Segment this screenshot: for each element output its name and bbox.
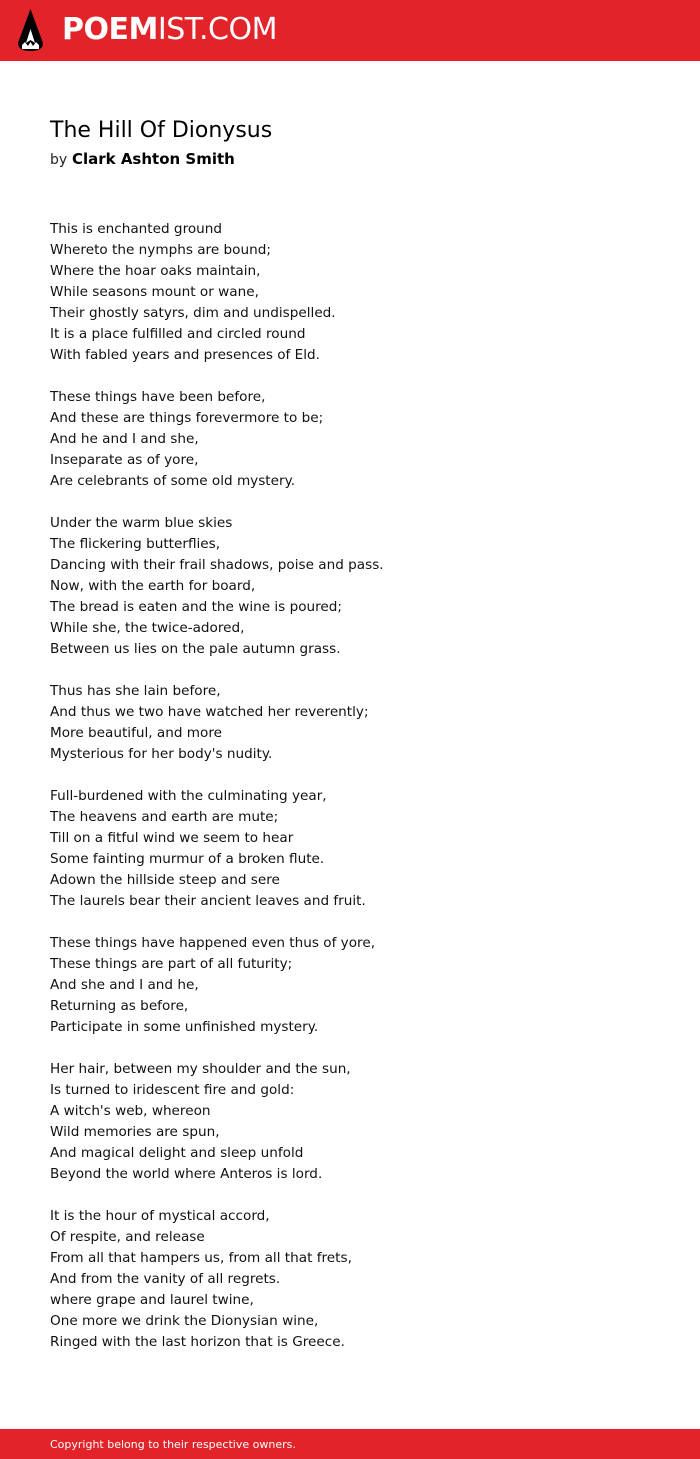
poem-line: Full-burdened with the culminating year, (50, 788, 327, 804)
poem-line: The flickering butterflies, (50, 536, 221, 552)
poem-stanza (50, 513, 650, 660)
poem-line: The heavens and earth are mute; (50, 809, 279, 825)
poem-stanza (50, 786, 650, 912)
poem-line: Is turned to iridescent fire and gold: (50, 1082, 295, 1098)
poem-line: Where the hoar oaks maintain, (50, 263, 261, 279)
poem-stanza (50, 1206, 650, 1353)
poem-stanza (50, 219, 650, 366)
poem-line: More beautiful, and more (50, 725, 222, 741)
site-header (0, 0, 700, 61)
poem-line: Returning as before, (50, 998, 189, 1014)
poem-line: While seasons mount or wane, (50, 284, 259, 300)
poem-line: Adown the hillside steep and sere (50, 872, 280, 888)
poem-line: where grape and laurel twine, (50, 1292, 254, 1308)
poem-stanza (50, 933, 650, 1038)
logo-light-text: IST.COM (157, 12, 277, 47)
poem-stanza (50, 1059, 650, 1185)
copyright-notice: Copyright belong to their respective owners. (50, 1438, 296, 1451)
site-footer (0, 1429, 700, 1459)
by-label: by (50, 152, 68, 168)
poem-line: Some fainting murmur of a broken flute. (50, 851, 325, 867)
poem-line: Ringed with the last horizon that is Greece. (50, 1334, 345, 1350)
author-name: Clark Ashton Smith (71, 150, 235, 168)
poem-line: Her hair, between my shoulder and the sun, (50, 1061, 351, 1077)
poem-line: These things have happened even thus of yore, (50, 935, 376, 951)
poem-line: And she and I and he, (50, 977, 199, 993)
logo-bold-text: POEM (62, 12, 158, 47)
poem-line: A witch's web, whereon (50, 1103, 211, 1119)
poem-line: Their ghostly satyrs, dim and undispelled. (50, 305, 336, 321)
poem-line: Under the warm blue skies (50, 515, 233, 531)
poem-line: And thus we two have watched her reverently; (50, 704, 369, 720)
poem-line: Thus has she lain before, (50, 683, 221, 699)
poem-body (50, 219, 650, 1374)
poem-stanza (50, 387, 650, 492)
poem-line: Mysterious for her body's nudity. (50, 746, 273, 762)
poem-line: Between us lies on the pale autumn grass. (50, 641, 341, 657)
poem-line: And these are things forevermore to be; (50, 410, 324, 426)
poem-line: It is a place fulfilled and circled round (50, 326, 306, 342)
poem-line: Whereto the nymphs are bound; (50, 242, 271, 258)
poem-line: The laurels bear their ancient leaves and fruit. (50, 893, 366, 909)
poem-line: Beyond the world where Anteros is lord. (50, 1166, 323, 1182)
poem-line: While she, the twice-adored, (50, 620, 245, 636)
poem-line: Are celebrants of some old mystery. (50, 473, 296, 489)
poem-line: Dancing with their frail shadows, poise and pass. (50, 557, 384, 573)
poem-line: It is the hour of mystical accord, (50, 1208, 270, 1224)
poem-line: One more we drink the Dionysian wine, (50, 1313, 319, 1329)
poem-line: And magical delight and sleep unfold (50, 1145, 304, 1161)
poem-line: And he and I and she, (50, 431, 199, 447)
poem-line: This is enchanted ground (50, 221, 223, 237)
poem-line: These things are part of all futurity; (50, 956, 293, 972)
site-logo[interactable] (62, 12, 277, 48)
poem-line: Now, with the earth for board, (50, 578, 256, 594)
poem-line: These things have been before, (50, 389, 266, 405)
poem-line: Inseparate as of yore, (50, 452, 199, 468)
pen-nib-icon[interactable] (18, 9, 43, 51)
poem-line: Till on a fitful wind we seem to hear (50, 830, 294, 846)
poem-line: And from the vanity of all regrets. (50, 1271, 281, 1287)
poem-line: Of respite, and release (50, 1229, 205, 1245)
byline (50, 149, 235, 170)
poem-stanza (50, 681, 650, 765)
poem-line: With fabled years and presences of Eld. (50, 347, 320, 363)
poem-line: Wild memories are spun, (50, 1124, 220, 1140)
poem-line: From all that hampers us, from all that frets, (50, 1250, 352, 1266)
poem-line: The bread is eaten and the wine is poured; (50, 599, 342, 615)
poem-title: The Hill Of Dionysus (50, 118, 273, 143)
poem-line: Participate in some unfinished mystery. (50, 1019, 319, 1035)
